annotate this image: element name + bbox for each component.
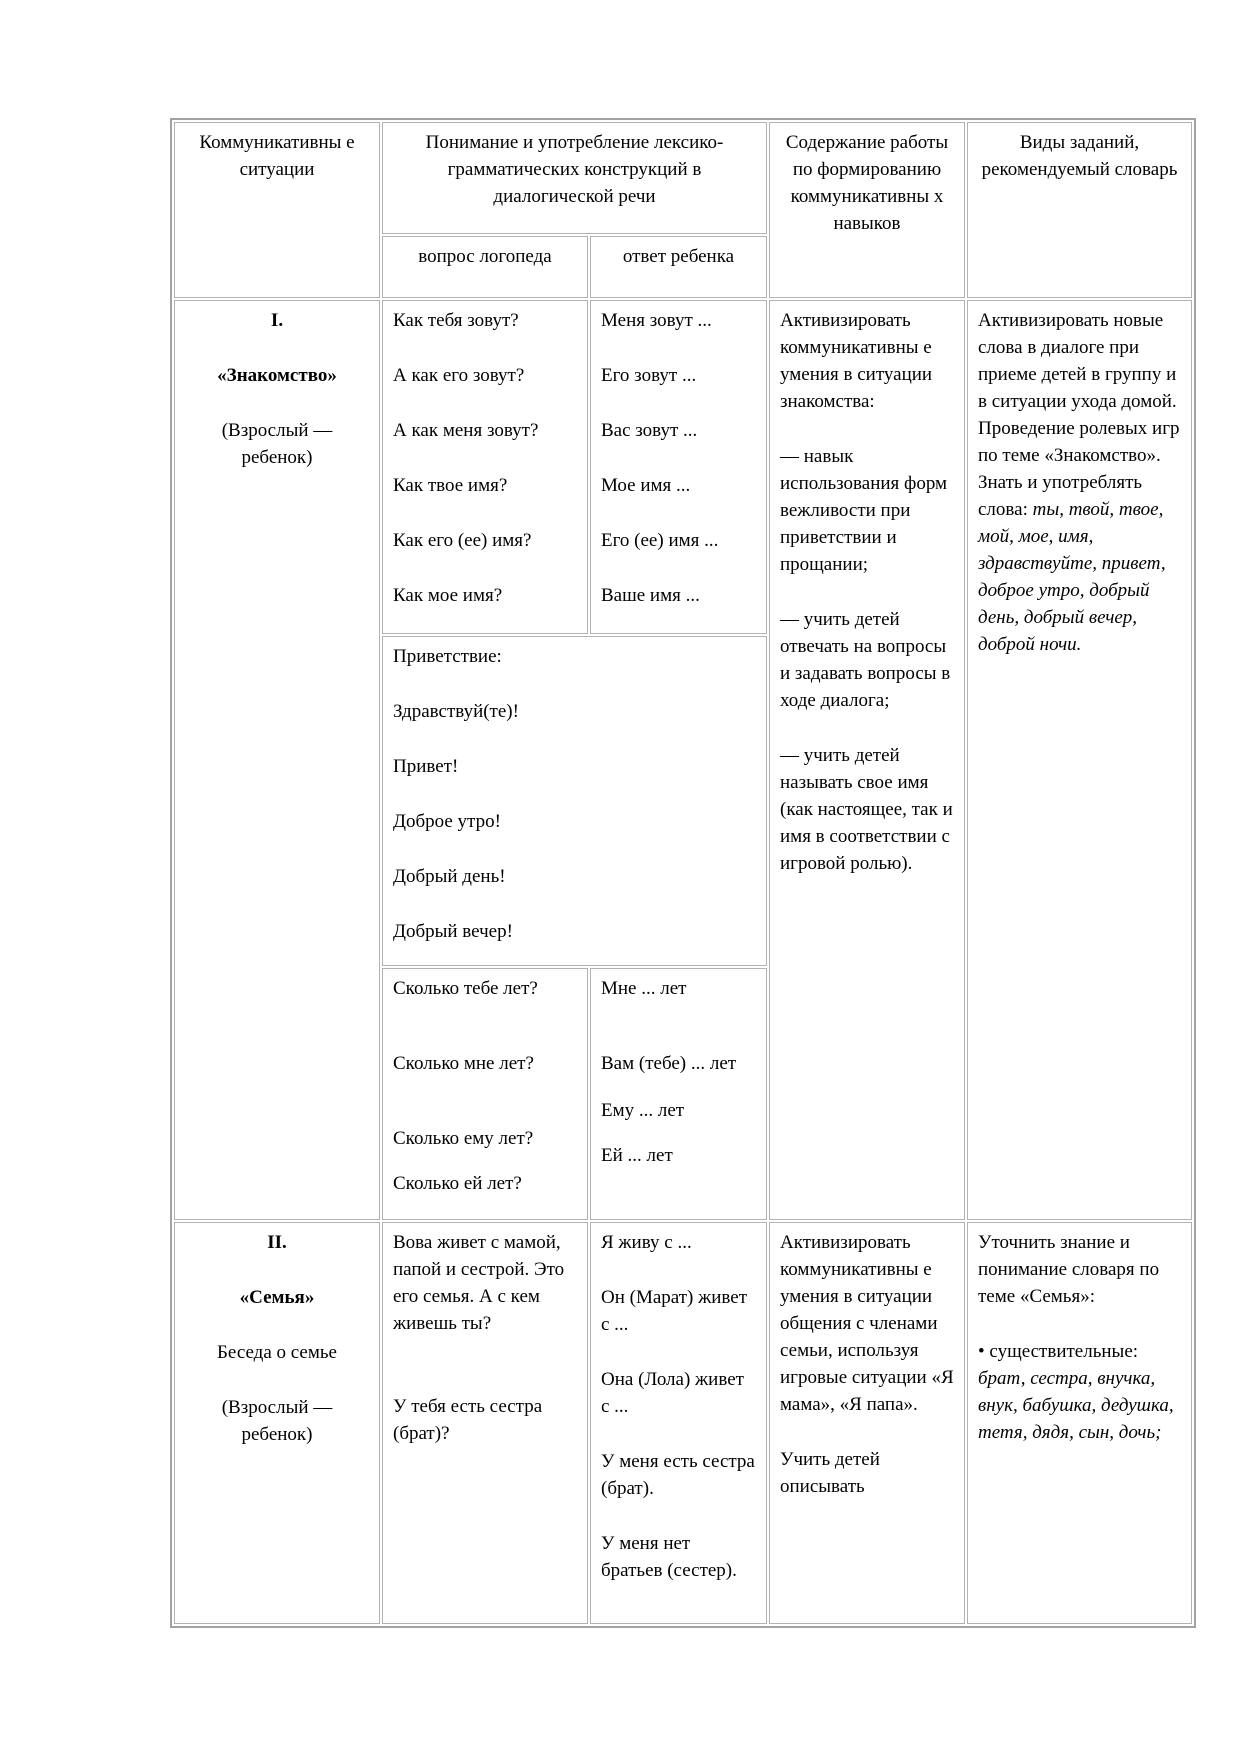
section2-work-content-cell <box>769 1222 965 1624</box>
work-content-item: — учить детей называть свое имя (как настоящее, так и имя в соответствии с игровой ролью). <box>780 745 953 874</box>
question: Как твое имя? <box>393 475 508 496</box>
section1-row-names <box>174 300 1192 634</box>
question: Как мое имя? <box>393 585 503 606</box>
question: Сколько тебе лет? <box>393 978 538 999</box>
section2-tasks-cell <box>967 1222 1192 1624</box>
section1-age-questions-cell <box>382 968 588 1220</box>
question: У тебя есть сестра (брат)? <box>393 1396 543 1444</box>
answer: Она (Лола) живет с ... <box>601 1369 744 1417</box>
section2-questions-cell <box>382 1222 588 1624</box>
answer: У меня есть сестра (брат). <box>601 1451 755 1499</box>
header-child-answer: ответ ребенка <box>590 236 767 298</box>
section1-number: I. <box>270 310 284 331</box>
answer: Его (ее) имя ... <box>601 530 719 551</box>
section1-age-answers-cell <box>590 968 767 1220</box>
header-therapist-question: вопрос логопеда <box>382 236 588 298</box>
greeting: Приветствие: <box>393 646 502 667</box>
answer: Мне ... лет <box>601 978 687 999</box>
question: Сколько ему лет? <box>393 1128 534 1149</box>
header-work-content: Содержание работы по формированию коммуникативны х навыков <box>769 122 965 298</box>
section2-subtitle: Беседа о семье <box>217 1342 337 1363</box>
header-task-types: Виды заданий, рекомендуемый словарь <box>967 122 1192 298</box>
tasks-vocabulary: брат, сестра, внучка, внук, бабушка, дедушка, тетя, дядя, сын, дочь; <box>978 1368 1174 1443</box>
answer: Ему ... лет <box>601 1100 685 1121</box>
section1-title: «Знакомство» <box>217 365 337 386</box>
tasks-text <box>978 307 1181 658</box>
header-row-top <box>174 122 1192 234</box>
question: Сколько мне лет? <box>393 1053 534 1074</box>
header-understanding-usage: Понимание и употребление лексико-грамматических конструкций в диалогической речи <box>382 122 767 234</box>
section1-situation-cell <box>174 300 380 1220</box>
section2-row <box>174 1222 1192 1624</box>
work-content-item: Учить детей описывать <box>780 1449 880 1497</box>
answer: Вас зовут ... <box>601 420 698 441</box>
section1-participants: (Взрослый — ребенок) <box>221 420 333 468</box>
greeting: Добрый день! <box>393 866 506 887</box>
answer: Ей ... лет <box>601 1145 673 1166</box>
section1-greetings-cell <box>382 636 767 966</box>
section1-questions-cell <box>382 300 588 634</box>
answer: Меня зовут ... <box>601 310 712 331</box>
question: А как меня зовут? <box>393 420 539 441</box>
tasks-intro: Уточнить знание и понимание словаря по теме «Семья»: <box>978 1232 1160 1307</box>
question: Как его (ее) имя? <box>393 530 532 551</box>
greeting: Здравствуй(те)! <box>393 701 519 722</box>
section2-answers-cell <box>590 1222 767 1624</box>
answer: Его зовут ... <box>601 365 697 386</box>
answer: У меня нет братьев (сестер). <box>601 1533 737 1581</box>
greeting: Добрый вечер! <box>393 921 513 942</box>
section1-tasks-cell <box>967 300 1192 1220</box>
work-content-item: Активизировать коммуникативны е умения в ситуации знакомства: <box>780 310 933 412</box>
section2-situation-cell <box>174 1222 380 1624</box>
section1-answers-cell <box>590 300 767 634</box>
greeting: Привет! <box>393 756 459 777</box>
question: Вова живет с мамой, папой и сестрой. Это его семья. А с кем живешь ты? <box>393 1232 565 1334</box>
tasks-intro: Активизировать новые слова в диалоге при приеме детей в группу и в ситуации ухода домой. Проведение ролевых игр по теме «Знакомство». Знать и употреблять слова: <box>978 310 1180 520</box>
answer: Я живу с ... <box>601 1232 692 1253</box>
question: Как тебя зовут? <box>393 310 519 331</box>
section2-participants: (Взрослый — ребенок) <box>221 1397 333 1445</box>
header-communicative-situations: Коммуникативны е ситуации <box>174 122 380 298</box>
lesson-plan-table <box>170 118 1196 1628</box>
tasks-vocabulary: ты, твой, твое, мой, мое, имя, здравствуйте, привет, доброе утро, добрый день, добрый вечер, доброй ночи. <box>978 499 1166 655</box>
question: Сколько ей лет? <box>393 1173 522 1194</box>
work-content-item: — навык использования форм вежливости при приветствии и прощании; <box>780 446 948 575</box>
answer: Вам (тебе) ... лет <box>601 1053 737 1074</box>
section1-work-content-cell <box>769 300 965 1220</box>
answer: Мое имя ... <box>601 475 691 496</box>
tasks-list-label: • существительные: <box>978 1341 1139 1362</box>
section2-title: «Семья» <box>239 1287 315 1308</box>
answer: Он (Марат) живет с ... <box>601 1287 748 1335</box>
tasks-text <box>978 1338 1181 1446</box>
greeting: Доброе утро! <box>393 811 501 832</box>
answer: Ваше имя ... <box>601 585 700 606</box>
section2-number: II. <box>267 1232 287 1253</box>
question: А как его зовут? <box>393 365 525 386</box>
work-content-item: Активизировать коммуникативны е умения в ситуации общения с членами семьи, используя игровые ситуации «Я мама», «Я папа». <box>780 1232 954 1415</box>
work-content-item: — учить детей отвечать на вопросы и задавать вопросы в ходе диалога; <box>780 609 951 711</box>
